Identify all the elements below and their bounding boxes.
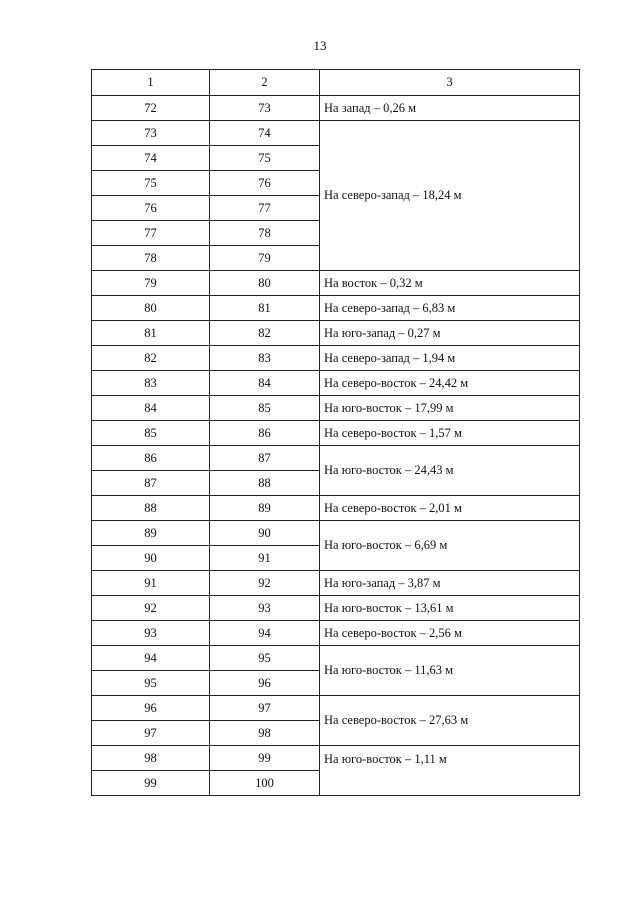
to-point-cell: 83 [210, 346, 320, 371]
direction-distance-cell: На юго-восток – 17,99 м [320, 396, 580, 421]
direction-distance-cell: На юго-запад – 0,27 м [320, 321, 580, 346]
direction-distance-cell: На юго-запад – 3,87 м [320, 571, 580, 596]
from-point-cell: 82 [92, 346, 210, 371]
from-point-cell: 98 [92, 746, 210, 771]
table-header-row [92, 70, 580, 96]
direction-distance-cell: На северо-восток – 27,63 м [320, 696, 580, 746]
to-point-cell: 91 [210, 546, 320, 571]
to-point-cell: 99 [210, 746, 320, 771]
table-row [92, 696, 580, 721]
from-point-cell: 76 [92, 196, 210, 221]
from-point-cell: 88 [92, 496, 210, 521]
page-number: 13 [313, 38, 327, 53]
from-point-cell: 85 [92, 421, 210, 446]
table-row [92, 321, 580, 346]
to-point-cell: 93 [210, 596, 320, 621]
column-header-3: 3 [320, 70, 580, 96]
table-row [92, 271, 580, 296]
table-body [92, 96, 580, 796]
to-point-cell: 89 [210, 496, 320, 521]
from-point-cell: 73 [92, 121, 210, 146]
from-point-cell: 87 [92, 471, 210, 496]
from-point-cell: 91 [92, 571, 210, 596]
to-point-cell: 96 [210, 671, 320, 696]
to-point-cell: 85 [210, 396, 320, 421]
to-point-cell: 95 [210, 646, 320, 671]
direction-distance-cell: На северо-восток – 24,42 м [320, 371, 580, 396]
table-row [92, 521, 580, 546]
to-point-cell: 98 [210, 721, 320, 746]
from-point-cell: 79 [92, 271, 210, 296]
to-point-cell: 82 [210, 321, 320, 346]
table-row [92, 596, 580, 621]
to-point-cell: 81 [210, 296, 320, 321]
direction-distance-cell: На юго-восток – 1,11 м [320, 746, 580, 796]
direction-distance-cell: На северо-запад – 18,24 м [320, 121, 580, 271]
table-row [92, 371, 580, 396]
to-point-cell: 74 [210, 121, 320, 146]
direction-distance-cell: На восток – 0,32 м [320, 271, 580, 296]
from-point-cell: 99 [92, 771, 210, 796]
from-point-cell: 89 [92, 521, 210, 546]
to-point-cell: 76 [210, 171, 320, 196]
to-point-cell: 86 [210, 421, 320, 446]
direction-distance-cell: На северо-восток – 1,57 м [320, 421, 580, 446]
to-point-cell: 77 [210, 196, 320, 221]
from-point-cell: 94 [92, 646, 210, 671]
table-row [92, 296, 580, 321]
boundary-points-table [91, 69, 580, 796]
to-point-cell: 79 [210, 246, 320, 271]
table-row [92, 96, 580, 121]
table-row [92, 121, 580, 146]
table-row [92, 621, 580, 646]
to-point-cell: 100 [210, 771, 320, 796]
direction-distance-cell: На северо-запад – 1,94 м [320, 346, 580, 371]
to-point-cell: 88 [210, 471, 320, 496]
direction-distance-cell: На юго-восток – 24,43 м [320, 446, 580, 496]
table-row [92, 421, 580, 446]
direction-distance-cell: На юго-восток – 11,63 м [320, 646, 580, 696]
column-header-1: 1 [92, 70, 210, 96]
from-point-cell: 96 [92, 696, 210, 721]
direction-distance-cell: На запад – 0,26 м [320, 96, 580, 121]
table-row [92, 396, 580, 421]
from-point-cell: 95 [92, 671, 210, 696]
from-point-cell: 86 [92, 446, 210, 471]
to-point-cell: 75 [210, 146, 320, 171]
from-point-cell: 93 [92, 621, 210, 646]
table-row [92, 746, 580, 771]
from-point-cell: 83 [92, 371, 210, 396]
to-point-cell: 87 [210, 446, 320, 471]
direction-distance-cell: На юго-восток – 6,69 м [320, 521, 580, 571]
from-point-cell: 92 [92, 596, 210, 621]
table-row [92, 446, 580, 471]
to-point-cell: 80 [210, 271, 320, 296]
direction-distance-cell: На северо-восток – 2,56 м [320, 621, 580, 646]
from-point-cell: 80 [92, 296, 210, 321]
direction-distance-cell: На северо-восток – 2,01 м [320, 496, 580, 521]
from-point-cell: 72 [92, 96, 210, 121]
direction-distance-cell: На северо-запад – 6,83 м [320, 296, 580, 321]
from-point-cell: 84 [92, 396, 210, 421]
to-point-cell: 92 [210, 571, 320, 596]
from-point-cell: 75 [92, 171, 210, 196]
from-point-cell: 81 [92, 321, 210, 346]
direction-distance-cell: На юго-восток – 13,61 м [320, 596, 580, 621]
table-row [92, 646, 580, 671]
to-point-cell: 84 [210, 371, 320, 396]
table-row [92, 496, 580, 521]
from-point-cell: 90 [92, 546, 210, 571]
table-row [92, 571, 580, 596]
from-point-cell: 74 [92, 146, 210, 171]
to-point-cell: 90 [210, 521, 320, 546]
from-point-cell: 97 [92, 721, 210, 746]
to-point-cell: 78 [210, 221, 320, 246]
table-row [92, 346, 580, 371]
to-point-cell: 97 [210, 696, 320, 721]
to-point-cell: 94 [210, 621, 320, 646]
column-header-2: 2 [210, 70, 320, 96]
from-point-cell: 77 [92, 221, 210, 246]
to-point-cell: 73 [210, 96, 320, 121]
from-point-cell: 78 [92, 246, 210, 271]
